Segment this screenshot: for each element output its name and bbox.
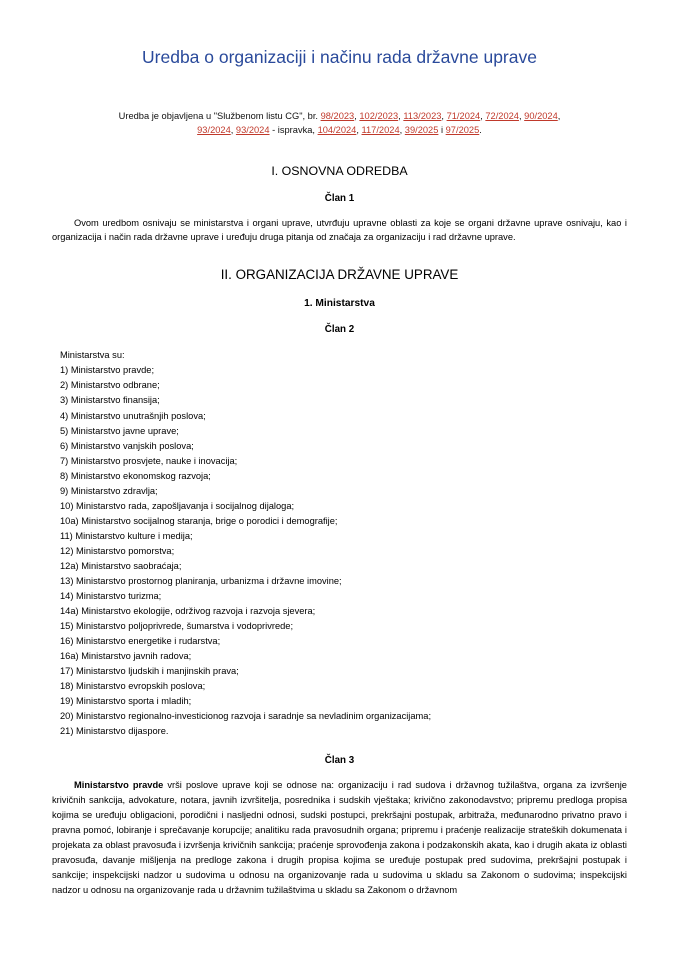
- list-item: 6) Ministarstvo vanjskih poslova;: [60, 440, 194, 451]
- list-item: 16) Ministarstvo energetike i rudarstva;: [60, 636, 221, 647]
- list-item: 8) Ministarstvo ekonomskog razvoja;: [60, 470, 211, 481]
- article-1-text: Ovom uredbom osnivaju se ministarstva i organi uprave, utvrđuju upravne oblasti za koje se organi državne uprave osnivaju, kao i organizacija i način rada državne uprave i uređuju druga pitanja od značaja za organizaciju i rad državne uprave.: [52, 217, 627, 243]
- gazette-link-104-2024[interactable]: 104/2024: [317, 125, 357, 136]
- gazette-link-102-2023[interactable]: 102/2023: [359, 110, 399, 121]
- list-item: 3) Ministarstvo finansija;: [60, 395, 160, 406]
- gazette-link-98-2023[interactable]: 98/2023: [320, 110, 355, 121]
- list-item: 7) Ministarstvo prosvjete, nauke i inovacija;: [60, 455, 238, 466]
- gazette-link-93-2024-ispravka[interactable]: 93/2024: [235, 125, 270, 136]
- publication-line-2: 93/2024, 93/2024 - ispravka, 104/2024, 117/2024, 39/2025 i 97/2025.: [197, 125, 482, 136]
- section-heading-organizacija: II. ORGANIZACIJA DRŽAVNE UPRAVE: [220, 267, 459, 283]
- gazette-link-72-2024[interactable]: 72/2024: [485, 110, 519, 121]
- page-title: Uredba o organizaciji i načinu rada državne uprave: [142, 47, 537, 67]
- ministries-list: [52, 363, 627, 739]
- gazette-link-39-2025[interactable]: 39/2025: [404, 125, 439, 136]
- list-item: 14) Ministarstvo turizma;: [60, 591, 162, 602]
- publication-line-1: Uredba je objavljena u "Službenom listu CG", br. 98/2023, 102/2023, 113/2023, 71/2024, 72/2024, 90/2024,: [118, 110, 561, 121]
- list-item: 11) Ministarstvo kulture i medija;: [60, 530, 193, 541]
- subsection-heading-ministarstva: 1. Ministarstva: [304, 298, 375, 310]
- article-3-body: vrši poslove uprave koji se odnose na: organizaciju i rad sudova i državnog tužilaštva, organa za izvršenje krivičnih sankcija, advokature, notara, javnih izvršitelja, posrednika i sudskih vještaka; krivično zakonodavstvo; pripremu predloga propisa kojima se uređuju obligacioni, porodični i nasljedni odnosi, sudski postupci, prekršajni postupak, arbitraža, međunarodno privatno pravo i pravna pomoć, lobiranje i sprečavanje korupcije; analitiku rada pravosudnih organa; pripremu i praćenje realizacije strateških dokumenata i projekata za oblast pravosuđa i izvršenja krivičnih sankcija; praćenje sprovođenja zakona i podzakonskih akata, kao i drugih akata iz oblasti pravosuđa, davanje mišljenja na predloge zakona i drugih propisa kojima se uređuje postupak pred sudovima, prekršajni postupak i sankcije; inspekcijski nadzor u sudovima u odnosu na organizovanje rada u sudovima u skladu sa Zakonom o sudovima; inspekcijski nadzor u odnosu na organizovanje rada u državnim tužilaštvima u skladu sa Zakonom o državnom: [52, 779, 627, 895]
- article-3-text: [52, 778, 627, 898]
- gazette-link-71-2024[interactable]: 71/2024: [446, 110, 481, 121]
- section-heading-osnovna-odredba: I. OSNOVNA ODREDBA: [271, 163, 408, 178]
- article-heading-clan-2: Član 2: [324, 324, 355, 336]
- article-heading-clan-3: Član 3: [324, 754, 355, 766]
- list-item: 15) Ministarstvo poljoprivrede, šumarstva i vodoprivrede;: [60, 621, 294, 632]
- gazette-link-113-2023[interactable]: 113/2023: [403, 110, 442, 121]
- gazette-link-93-2024[interactable]: 93/2024: [197, 125, 231, 136]
- list-item: 16a) Ministarstvo javnih radova;: [60, 651, 192, 662]
- list-item: 18) Ministarstvo evropskih poslova;: [60, 681, 206, 692]
- list-item: 17) Ministarstvo ljudskih i manjinskih prava;: [60, 666, 239, 677]
- list-item: 12a) Ministarstvo saobraćaja;: [60, 560, 182, 571]
- list-item: 10a) Ministarstvo socijalnog staranja, brige o porodici i demografije;: [60, 515, 338, 526]
- list-item: 13) Ministarstvo prostornog planiranja, urbanizma i državne imovine;: [60, 576, 342, 587]
- article-3-lead: Ministarstvo pravde: [74, 779, 164, 790]
- list-item: 1) Ministarstvo pravde;: [60, 365, 155, 376]
- publication-info: [60, 109, 619, 138]
- list-item: 2) Ministarstvo odbrane;: [60, 380, 160, 391]
- list-item: 21) Ministarstvo dijaspore.: [60, 726, 169, 737]
- list-item: 10) Ministarstvo rada, zapošljavanja i socijalnog dijaloga;: [60, 500, 295, 511]
- article-heading-clan-1: Član 1: [324, 192, 355, 204]
- ministries-intro: Ministarstva su:: [60, 350, 125, 361]
- publication-prefix: Uredba je objavljena u "Službenom listu CG", br.: [118, 110, 321, 121]
- list-item: 4) Ministarstvo unutrašnjih poslova;: [60, 410, 206, 421]
- list-item: 9) Ministarstvo zdravlja;: [60, 485, 158, 496]
- list-item: 12) Ministarstvo pomorstva;: [60, 545, 175, 556]
- gazette-link-117-2024[interactable]: 117/2024: [361, 125, 400, 136]
- gazette-link-90-2024[interactable]: 90/2024: [524, 110, 558, 121]
- list-item: 14a) Ministarstvo ekologije, održivog razvoja i razvoja sjevera;: [60, 606, 316, 617]
- gazette-link-97-2025[interactable]: 97/2025: [445, 125, 480, 136]
- list-item: 19) Ministarstvo sporta i mladih;: [60, 696, 192, 707]
- list-item: 5) Ministarstvo javne uprave;: [60, 425, 179, 436]
- list-item: 20) Ministarstvo regionalno-investicionog razvoja i saradnje sa nevladinim organizacijama;: [60, 711, 432, 722]
